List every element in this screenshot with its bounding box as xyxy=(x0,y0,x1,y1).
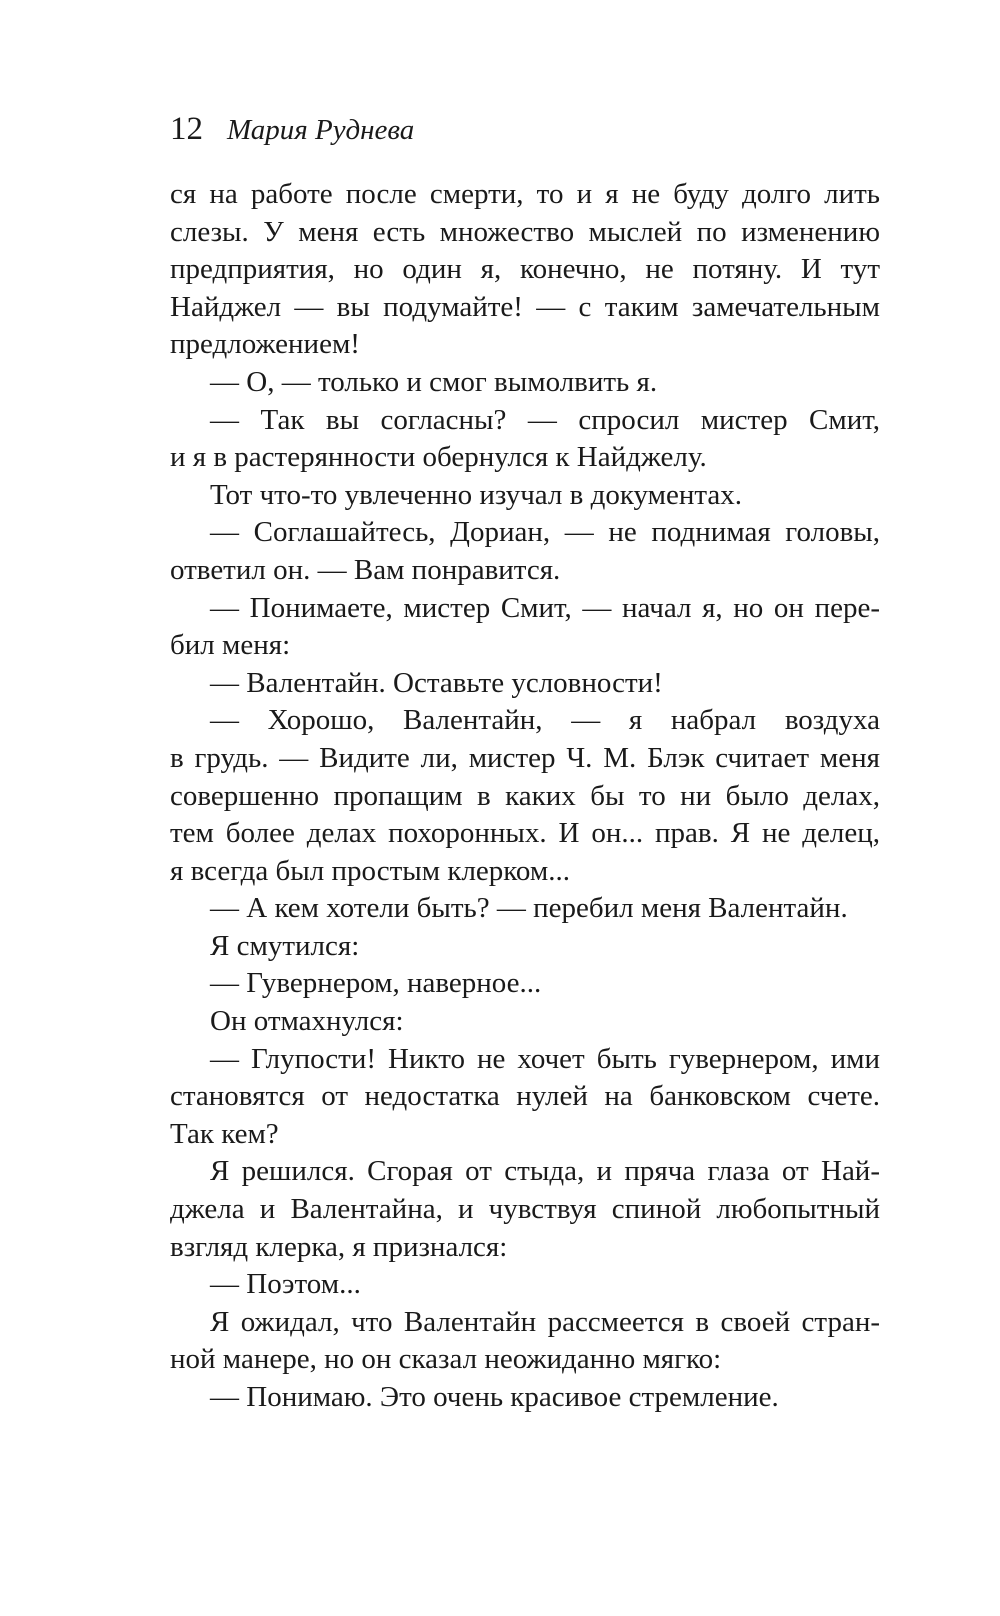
text-line: предложением! xyxy=(170,328,360,361)
text-line: — Гувернером, наверное... xyxy=(210,967,542,1000)
text-line: я всегда был простым клерком... xyxy=(170,854,570,887)
text-line: Он отмахнулся: xyxy=(210,1005,404,1038)
text-line: — О, — только и смог вымолвить я. xyxy=(210,365,658,398)
page-number: 12 xyxy=(170,111,203,147)
text-line: ся на работе после смерти, то и я не буду долго лить xyxy=(170,178,880,210)
text-line: в грудь. — Видите ли, мистер Ч. М. Блэк считает меня xyxy=(170,741,880,774)
text-line: — Понимаете, мистер Смит, — начал я, но он пере- xyxy=(210,591,880,624)
text-line: тем более делах похоронных. И он... прав. Я не делец, xyxy=(170,817,880,850)
text-line: — Глупости! Никто не хочет быть гувернером, ими xyxy=(210,1042,880,1075)
text-line: предприятия, но один я, конечно, не потяну. И тут xyxy=(170,253,880,286)
text-line: Так кем? xyxy=(170,1117,279,1150)
text-line: — Понимаю. Это очень красивое стремление. xyxy=(210,1381,779,1413)
text-line: — Поэтом... xyxy=(210,1268,361,1301)
text-line: ответил он. — Вам понравится. xyxy=(170,553,561,586)
text-line: Я решился. Сгорая от стыда, и пряча глаза от Най- xyxy=(210,1155,880,1188)
text-line: — Соглашайтесь, Дориан, — не поднимая головы, xyxy=(210,516,880,549)
text-line: совершенно пропащим в каких бы то ни было делах, xyxy=(170,779,880,812)
text-line: взгляд клерка, я признался: xyxy=(170,1230,508,1263)
running-head xyxy=(170,108,414,150)
text-line: — Валентайн. Оставьте условности! xyxy=(210,666,663,699)
text-line: бил меня: xyxy=(170,629,291,662)
text-line: — Так вы согласны? — спросил мистер Смит, xyxy=(210,403,880,436)
text-line: ной манере, но он сказал неожиданно мягко: xyxy=(170,1343,722,1376)
text-line: Найджел — вы подумайте! — с таким замечательным xyxy=(170,290,880,323)
text-line: Тот что-то увлеченно изучал в документах. xyxy=(210,478,743,511)
text-line: слезы. У меня есть множество мыслей по изменению xyxy=(170,215,880,248)
text-line: джела и Валентайна, и чувствуя спиной любопытный xyxy=(170,1193,880,1226)
text-line: и я в растерянности обернулся к Найджелу. xyxy=(170,441,707,474)
text-line: становятся от недостатка нулей на банковском счете. xyxy=(170,1080,880,1113)
text-line: Я ожидал, что Валентайн рассмеется в своей стран- xyxy=(210,1305,880,1338)
text-line: Я смутился: xyxy=(210,929,360,962)
body-text xyxy=(170,176,880,1417)
text-line: — Хорошо, Валентайн, — я набрал воздуха xyxy=(210,704,880,737)
text-line: — А кем хотели быть? — перебил меня Валентайн. xyxy=(210,892,848,925)
author-name: Мария Руднева xyxy=(227,114,415,146)
